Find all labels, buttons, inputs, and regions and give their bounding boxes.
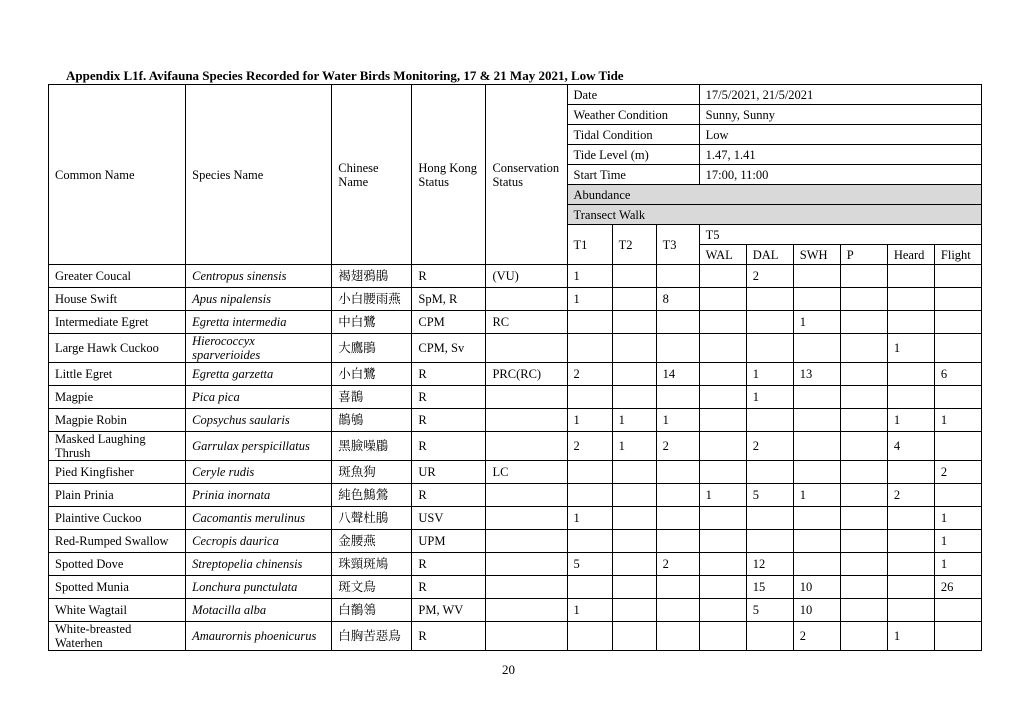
- count-cell: [840, 553, 887, 576]
- count-cell: [793, 409, 840, 432]
- transect-header-t3: T3: [656, 225, 699, 265]
- count-cell: [612, 553, 656, 576]
- count-cell: 1: [656, 409, 699, 432]
- conservation-status-cell: [486, 599, 567, 622]
- page-title: Appendix L1f. Avifauna Species Recorded for Water Birds Monitoring, 17 & 21 May 2021, Low Tide: [66, 68, 624, 83]
- count-cell: [887, 288, 934, 311]
- header-common-name: Common Name: [49, 85, 186, 265]
- count-cell: 12: [746, 553, 793, 576]
- count-cell: [656, 386, 699, 409]
- count-cell: 1: [887, 409, 934, 432]
- count-cell: [840, 507, 887, 530]
- table-row: [49, 409, 982, 432]
- count-cell: 1: [934, 409, 981, 432]
- table-row: [49, 622, 982, 651]
- info-value-date: 17/5/2021, 21/5/2021: [699, 85, 981, 105]
- chinese-name-cell: 褐翅鴉鵑: [332, 265, 412, 288]
- conservation-status-cell: [486, 288, 567, 311]
- count-cell: [887, 576, 934, 599]
- count-cell: [612, 363, 656, 386]
- count-cell: 2: [746, 432, 793, 461]
- count-cell: 1: [793, 484, 840, 507]
- count-cell: [887, 530, 934, 553]
- count-cell: [934, 288, 981, 311]
- count-cell: [656, 507, 699, 530]
- header-chinese-name: Chinese Name: [332, 85, 412, 265]
- chinese-name-cell: 八聲杜鵑: [332, 507, 412, 530]
- count-cell: [840, 622, 887, 651]
- count-cell: 1: [612, 409, 656, 432]
- count-cell: 2: [656, 553, 699, 576]
- count-cell: [840, 484, 887, 507]
- table-row: [49, 265, 982, 288]
- species-name-cell: Cacomantis merulinus: [186, 507, 332, 530]
- hk-status-cell: UPM: [412, 530, 486, 553]
- table-row: [49, 363, 982, 386]
- count-cell: [887, 363, 934, 386]
- count-cell: [934, 484, 981, 507]
- count-cell: 1: [746, 363, 793, 386]
- count-cell: [656, 599, 699, 622]
- count-cell: [887, 461, 934, 484]
- species-name-cell: Apus nipalensis: [186, 288, 332, 311]
- count-cell: 1: [934, 530, 981, 553]
- count-cell: [934, 432, 981, 461]
- species-name-cell: Ceryle rudis: [186, 461, 332, 484]
- count-cell: [840, 386, 887, 409]
- count-cell: [656, 311, 699, 334]
- count-cell: [887, 553, 934, 576]
- common-name-cell: Intermediate Egret: [49, 311, 186, 334]
- count-cell: 1: [934, 553, 981, 576]
- table-row: [49, 432, 982, 461]
- count-cell: 1: [567, 599, 612, 622]
- count-cell: [840, 363, 887, 386]
- count-cell: 2: [887, 484, 934, 507]
- count-cell: 2: [567, 363, 612, 386]
- count-cell: [840, 311, 887, 334]
- hk-status-cell: SpM, R: [412, 288, 486, 311]
- count-cell: [699, 386, 746, 409]
- avifauna-table: [48, 84, 982, 651]
- chinese-name-cell: 純色鷦鶯: [332, 484, 412, 507]
- count-cell: [567, 311, 612, 334]
- count-cell: 2: [746, 265, 793, 288]
- count-cell: [656, 484, 699, 507]
- count-cell: 2: [793, 622, 840, 651]
- common-name-cell: Plain Prinia: [49, 484, 186, 507]
- count-cell: [934, 311, 981, 334]
- conservation-status-cell: [486, 409, 567, 432]
- count-cell: 2: [567, 432, 612, 461]
- count-cell: [840, 461, 887, 484]
- count-cell: [699, 622, 746, 651]
- count-cell: [612, 461, 656, 484]
- table-row: [49, 386, 982, 409]
- info-value-weather: Sunny, Sunny: [699, 105, 981, 125]
- common-name-cell: Little Egret: [49, 363, 186, 386]
- count-cell: [934, 622, 981, 651]
- count-cell: [612, 507, 656, 530]
- species-name-cell: Pica pica: [186, 386, 332, 409]
- header-species-name: Species Name: [186, 85, 332, 265]
- table-row: [49, 461, 982, 484]
- count-cell: [699, 553, 746, 576]
- count-cell: [840, 409, 887, 432]
- chinese-name-cell: 白鶺鴒: [332, 599, 412, 622]
- count-cell: 1: [567, 409, 612, 432]
- count-cell: 6: [934, 363, 981, 386]
- conservation-status-cell: [486, 334, 567, 363]
- count-cell: [746, 311, 793, 334]
- count-cell: [887, 599, 934, 622]
- species-name-cell: Cecropis daurica: [186, 530, 332, 553]
- count-cell: [699, 530, 746, 553]
- count-cell: 1: [934, 507, 981, 530]
- count-cell: [746, 334, 793, 363]
- count-cell: 1: [746, 386, 793, 409]
- count-cell: [656, 530, 699, 553]
- count-cell: [887, 507, 934, 530]
- count-cell: 1: [887, 622, 934, 651]
- t5-header-swh: SWH: [793, 245, 840, 265]
- count-cell: [612, 599, 656, 622]
- count-cell: [612, 311, 656, 334]
- hk-status-cell: R: [412, 409, 486, 432]
- hk-status-cell: R: [412, 265, 486, 288]
- common-name-cell: Masked Laughing Thrush: [49, 432, 186, 461]
- count-cell: [746, 530, 793, 553]
- count-cell: [612, 484, 656, 507]
- transect-header-t5: T5: [699, 225, 981, 245]
- count-cell: [567, 530, 612, 553]
- info-value-tidal: Low: [699, 125, 981, 145]
- count-cell: [840, 265, 887, 288]
- count-cell: 13: [793, 363, 840, 386]
- table-row: [49, 484, 982, 507]
- count-cell: [887, 265, 934, 288]
- count-cell: 14: [656, 363, 699, 386]
- count-cell: [746, 622, 793, 651]
- count-cell: [934, 265, 981, 288]
- count-cell: [840, 288, 887, 311]
- count-cell: [612, 265, 656, 288]
- chinese-name-cell: 中白鷺: [332, 311, 412, 334]
- count-cell: [612, 576, 656, 599]
- hk-status-cell: PM, WV: [412, 599, 486, 622]
- hk-status-cell: R: [412, 553, 486, 576]
- conservation-status-cell: [486, 530, 567, 553]
- count-cell: [793, 530, 840, 553]
- conservation-status-cell: (VU): [486, 265, 567, 288]
- count-cell: [656, 334, 699, 363]
- header-hk-status: Hong Kong Status: [412, 85, 486, 265]
- count-cell: 2: [656, 432, 699, 461]
- count-cell: [656, 265, 699, 288]
- table-row: [49, 334, 982, 363]
- t5-header-heard: Heard: [887, 245, 934, 265]
- table-row: [49, 311, 982, 334]
- count-cell: [840, 432, 887, 461]
- transect-header-t2: T2: [612, 225, 656, 265]
- species-name-cell: Amaurornis phoenicurus: [186, 622, 332, 651]
- count-cell: [840, 576, 887, 599]
- count-cell: [934, 599, 981, 622]
- count-cell: [699, 576, 746, 599]
- conservation-status-cell: [486, 576, 567, 599]
- abundance-label: Abundance: [567, 185, 981, 205]
- count-cell: [840, 530, 887, 553]
- count-cell: [656, 622, 699, 651]
- common-name-cell: Spotted Dove: [49, 553, 186, 576]
- conservation-status-cell: [486, 622, 567, 651]
- species-name-cell: Hierococcyx sparverioides: [186, 334, 332, 363]
- common-name-cell: Large Hawk Cuckoo: [49, 334, 186, 363]
- hk-status-cell: CPM, Sv: [412, 334, 486, 363]
- info-label-weather: Weather Condition: [567, 105, 699, 125]
- common-name-cell: Plaintive Cuckoo: [49, 507, 186, 530]
- hk-status-cell: R: [412, 432, 486, 461]
- chinese-name-cell: 斑魚狗: [332, 461, 412, 484]
- count-cell: [793, 288, 840, 311]
- chinese-name-cell: 白胸苦惡鳥: [332, 622, 412, 651]
- chinese-name-cell: 鵲鴝: [332, 409, 412, 432]
- info-label-tidal: Tidal Condition: [567, 125, 699, 145]
- count-cell: [699, 507, 746, 530]
- count-cell: [793, 461, 840, 484]
- count-cell: 1: [567, 507, 612, 530]
- table-row: [49, 530, 982, 553]
- count-cell: [612, 386, 656, 409]
- count-cell: [656, 576, 699, 599]
- count-cell: [746, 288, 793, 311]
- count-cell: [699, 461, 746, 484]
- count-cell: [567, 622, 612, 651]
- count-cell: [612, 622, 656, 651]
- count-cell: [567, 576, 612, 599]
- count-cell: [567, 484, 612, 507]
- conservation-status-cell: [486, 386, 567, 409]
- common-name-cell: Magpie Robin: [49, 409, 186, 432]
- count-cell: [567, 461, 612, 484]
- count-cell: 1: [612, 432, 656, 461]
- species-name-cell: Streptopelia chinensis: [186, 553, 332, 576]
- conservation-status-cell: [486, 484, 567, 507]
- count-cell: 5: [567, 553, 612, 576]
- chinese-name-cell: 斑文鳥: [332, 576, 412, 599]
- conservation-status-cell: RC: [486, 311, 567, 334]
- count-cell: [746, 507, 793, 530]
- count-cell: 1: [793, 311, 840, 334]
- page-number: 20: [502, 662, 515, 677]
- count-cell: [612, 288, 656, 311]
- count-cell: 1: [887, 334, 934, 363]
- species-name-cell: Garrulax perspicillatus: [186, 432, 332, 461]
- info-value-tide-level: 1.47, 1.41: [699, 145, 981, 165]
- conservation-status-cell: PRC(RC): [486, 363, 567, 386]
- common-name-cell: White Wagtail: [49, 599, 186, 622]
- count-cell: [793, 265, 840, 288]
- count-cell: [612, 334, 656, 363]
- common-name-cell: Magpie: [49, 386, 186, 409]
- count-cell: [699, 599, 746, 622]
- hk-status-cell: R: [412, 576, 486, 599]
- species-name-cell: Egretta garzetta: [186, 363, 332, 386]
- species-name-cell: Motacilla alba: [186, 599, 332, 622]
- species-name-cell: Lonchura punctulata: [186, 576, 332, 599]
- species-name-cell: Prinia inornata: [186, 484, 332, 507]
- count-cell: [699, 409, 746, 432]
- conservation-status-cell: [486, 553, 567, 576]
- count-cell: [656, 461, 699, 484]
- count-cell: [746, 409, 793, 432]
- count-cell: [840, 599, 887, 622]
- count-cell: [887, 311, 934, 334]
- species-name-cell: Centropus sinensis: [186, 265, 332, 288]
- count-cell: 26: [934, 576, 981, 599]
- count-cell: [567, 386, 612, 409]
- hk-status-cell: USV: [412, 507, 486, 530]
- conservation-status-cell: LC: [486, 461, 567, 484]
- count-cell: 1: [567, 265, 612, 288]
- count-cell: [793, 386, 840, 409]
- count-cell: 1: [699, 484, 746, 507]
- count-cell: [699, 311, 746, 334]
- count-cell: 8: [656, 288, 699, 311]
- count-cell: [840, 334, 887, 363]
- count-cell: [746, 461, 793, 484]
- count-cell: [887, 386, 934, 409]
- header-conservation-status: Conservation Status: [486, 85, 567, 265]
- count-cell: [934, 334, 981, 363]
- info-label-date: Date: [567, 85, 699, 105]
- info-label-tide-level: Tide Level (m): [567, 145, 699, 165]
- transect-walk-label: Transect Walk: [567, 205, 981, 225]
- count-cell: 4: [887, 432, 934, 461]
- conservation-status-cell: [486, 432, 567, 461]
- count-cell: 1: [567, 288, 612, 311]
- count-cell: [934, 386, 981, 409]
- hk-status-cell: R: [412, 484, 486, 507]
- t5-header-flight: Flight: [934, 245, 981, 265]
- count-cell: 10: [793, 576, 840, 599]
- common-name-cell: White-breasted Waterhen: [49, 622, 186, 651]
- chinese-name-cell: 金腰燕: [332, 530, 412, 553]
- t5-header-p: P: [840, 245, 887, 265]
- info-label-start-time: Start Time: [567, 165, 699, 185]
- count-cell: 2: [934, 461, 981, 484]
- common-name-cell: Spotted Munia: [49, 576, 186, 599]
- table-row: [49, 507, 982, 530]
- conservation-status-cell: [486, 507, 567, 530]
- chinese-name-cell: 黑臉噪鶥: [332, 432, 412, 461]
- count-cell: [699, 334, 746, 363]
- count-cell: 5: [746, 599, 793, 622]
- table-row: [49, 288, 982, 311]
- count-cell: [699, 265, 746, 288]
- chinese-name-cell: 大鷹鵑: [332, 334, 412, 363]
- chinese-name-cell: 小白腰雨燕: [332, 288, 412, 311]
- common-name-cell: Red-Rumped Swallow: [49, 530, 186, 553]
- hk-status-cell: R: [412, 386, 486, 409]
- hk-status-cell: R: [412, 622, 486, 651]
- count-cell: 5: [746, 484, 793, 507]
- species-name-cell: Egretta intermedia: [186, 311, 332, 334]
- common-name-cell: House Swift: [49, 288, 186, 311]
- chinese-name-cell: 喜鵲: [332, 386, 412, 409]
- count-cell: [567, 334, 612, 363]
- count-cell: [793, 553, 840, 576]
- table-row: [49, 576, 982, 599]
- species-name-cell: Copsychus saularis: [186, 409, 332, 432]
- count-cell: [793, 432, 840, 461]
- common-name-cell: Pied Kingfisher: [49, 461, 186, 484]
- t5-header-dal: DAL: [746, 245, 793, 265]
- hk-status-cell: R: [412, 363, 486, 386]
- info-value-start-time: 17:00, 11:00: [699, 165, 981, 185]
- count-cell: [612, 530, 656, 553]
- chinese-name-cell: 小白鷺: [332, 363, 412, 386]
- hk-status-cell: CPM: [412, 311, 486, 334]
- transect-header-t1: T1: [567, 225, 612, 265]
- count-cell: [793, 507, 840, 530]
- count-cell: [793, 334, 840, 363]
- count-cell: 15: [746, 576, 793, 599]
- table-row: [49, 599, 982, 622]
- count-cell: [699, 288, 746, 311]
- chinese-name-cell: 珠頸斑鳩: [332, 553, 412, 576]
- table-row: [49, 553, 982, 576]
- count-cell: [699, 363, 746, 386]
- hk-status-cell: UR: [412, 461, 486, 484]
- t5-header-wal: WAL: [699, 245, 746, 265]
- count-cell: [699, 432, 746, 461]
- count-cell: 10: [793, 599, 840, 622]
- common-name-cell: Greater Coucal: [49, 265, 186, 288]
